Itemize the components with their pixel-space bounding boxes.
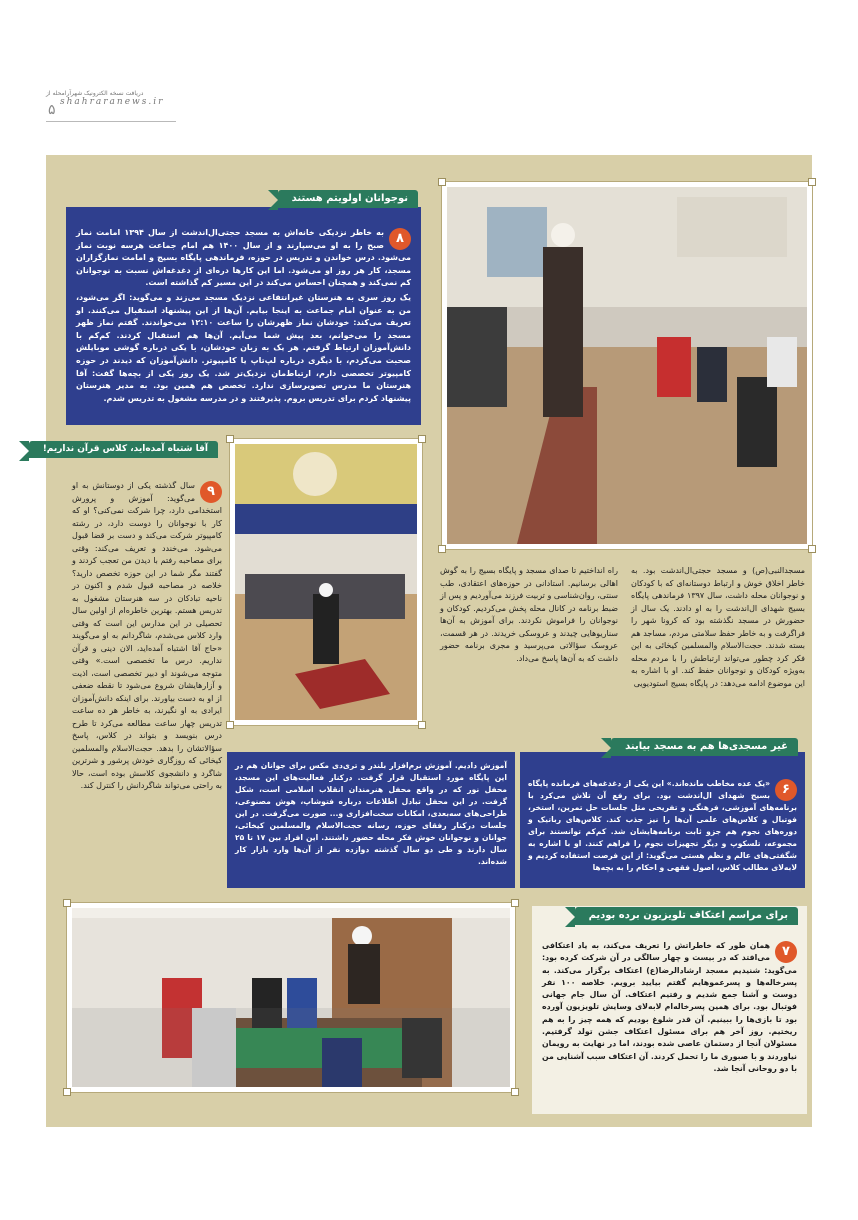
- frame-corner: [63, 1088, 71, 1096]
- section-7-box: [532, 906, 807, 1114]
- frame-corner: [511, 1088, 519, 1096]
- section-6-text: «یک عده مخاطب مانده‌اند.» این یکی از دغدغه‌های فرمانده پایگاه بسیج شهدای ال‌اندشت بود. برای رفع آن تلاش می‌کرد با برنامه‌های آموزشی، فرهنگی و تفریحی مثل جلسات حل تمرین، استخر، فوتبال و کلاس‌های علمی آن‌ها را نیز جذب کند. کلاس‌های رباتیک و دوره‌های نجوم هم جزو ثابت برنامه‌هایشان شد. کم‌کم توانستند برای مجموعه، تلسکوپ و دیگر تجهیزات نجوم را فراهم کنند. او با اشاره به شگفتی‌های عالم و نظم هستی می‌گوید: از این فرصت استفاده کردیم و لابه‌لای مطالب کلاس، اصول فقهی و احکام را به بچه‌ها: [528, 779, 797, 872]
- section-8-paragraph-2: یک روز سری به هنرستان غیرانتفاعی نزدیک مسجد می‌زند و می‌گوید: اگر می‌شود، من به عنوان امام جماعت به اینجا بیایم. آن‌ها از این پیشنهاد استقبال می‌کنند. او تعریف می‌کند: خودشان نماز ظهرشان را ساعت ۱۲:۱۰ می‌خواندند. گفتم نماز ظهر مسجد را می‌خوانم، بعد پیش شما می‌آیم. آن‌ها هم استقبال کردند. کم‌کم با دانش‌آموزان ارتباط گرفتم. هر یک به زبان خودشان، با یکی درباره گوشی موبایلش صحبت می‌کردم، با دیگری درباره لپ‌تاپ یا کامپیوتر. دانش‌آموزان که دیدند در حوزه کامپیوتر تخصصی دارم، ارتباط‌مان نزدیک‌تر شد. یک روز یکی از بچه‌ها گفت: آقا هنرستان ما مدرس تصویرسازی ندارد. تخصص هم همین بود. به مدیر هنرستان پیشنهاد کردم برای تدریس بروم. پذیرفتند و در مدرسه مشغول به تدریس شدم.: [76, 292, 412, 403]
- frame-corner: [63, 899, 71, 907]
- section-6-title: غیر مسجدی‌ها هم به مسجد بیایند: [611, 738, 798, 756]
- section-9-text: سال گذشته یکی از دوستانش به او می‌گوید: آموزش و پرورش استخدامی دارد، چرا شرکت نمی‌کنی؟ او که کار با نوجوانان را دوست دارد، در رشته کامپیوتر شرکت می‌کند و دست بر قضا قبول می‌شود. می‌خندد و تعریف می‌کند: وقتی برای مصاحبه رفتم با دیدن من تعجب کردند و گفتند مگر شما در این حوزه تخصص دارید؟ خلاصه در مصاحبه قبول شدم و اکنون در ناحیه تبادکان در سه هنرستان مشغول به تدریس هستم. بهترین خاطره‌ام از اولین سال تحصیلی در این مدارس این است که وقتی وارد کلاس می‌شدم، شاگردانم به او می‌گویند «حاج آقا اشتباه آمده‌اید، الان دینی و قرآن نداریم. درس ما تخصصی است.» وقتی متوجه می‌شوند او دبیر تخصصی است، اذیت و آزارهایشان شروع می‌شود تا نقطه ضعفی از او به دست بیاورند. برای اینکه دانش‌آموزان ایرادی به او نگیرند، به خاطر هر ده ساعت تدریس چهار ساعت مطالعه می‌کرد تا طرح درس بنویسد و بتواند در کلاس، پاسخ سؤالاتشان را بدهد. حجت‌الاسلام والمسلمین کیخائی که روزگاری خودش پرشور و شرترین شاگرد و دانشجوی کلاسش بوده است، حالا به راحتی می‌تواند شاگردانش را کنترل کند.: [72, 481, 222, 790]
- frame-corner: [418, 435, 426, 443]
- header-line: دریافت نسخه الکترونیک شهرآرامحله از: [46, 90, 144, 97]
- section-9-title: آقا شتباه آمده‌اید، کلاس قرآن نداریم!: [29, 441, 218, 458]
- photo-mosque-class: [447, 187, 807, 544]
- frame-corner: [418, 721, 426, 729]
- frame-corner: [808, 178, 816, 186]
- section-6-number: ۶: [775, 779, 797, 801]
- continuation-text: آموزش دادیم. آموزش نرم‌افزار بلندر و تری‌دی مکس برای جوانان هم در این پایگاه مورد استقبال قرار گرفت. درکنار فعالیت‌های این مسجد، محفل نور که در واقع محفل هنرمندان انقلاب اسلامی است، شکل گرفت. در این محفل تبادل اطلاعات درباره فتوشاپ، هوش مصنوعی، طراحی‌های سه‌بعدی، امکانات سخت‌افزاری و... صورت می‌گرفت. در این جلسات درکنار رفقای حوزه، رسانه حجت‌الاسلام والمسلمین کیخائی، جوانان و نوجوانان خوش فکر محله حضور داشتند. این افراد بین ۱۷ تا ۲۵ سال دارند و طی دو سال گذشته دوازده نفر از آن‌ها وارد بازار کار شده‌اند.: [235, 761, 507, 866]
- photo-mosque-class-frame: [441, 181, 813, 550]
- middle-left-column: راه انداختیم تا صدای مسجد و پایگاه بسیج را به گوش اهالی برسانیم. استادانی در حوزه‌های اعتقادی، طب سنتی، روان‌شناسی و تربیت فرزند می‌آوردیم و پس از ضبط برنامه در کانال محله پخش می‌کردیم. کودکان و نوجوانان را فراموش نکردند. برای آموزش به آن‌ها سناریوهایی چیدند و عروسکی خریدند. در هر قسمت، عروسک سؤالاتی می‌پرسید و مجری برنامه حضور داشت که به آن‌ها پاسخ می‌داد.: [440, 566, 618, 663]
- photo-foosball: [72, 908, 510, 1087]
- section-7-text: همان طور که خاطراتش را تعریف می‌کند، به یاد اعتکافی می‌افتد که در بیست و چهار سالگی در آن شرکت کرده بود: می‌گوید: شنیدیم مسجد ارشادالرضا(ع) اعتکاف برگزار می‌کند. به پسرخاله‌ها و پسرعموهایم گفتم بیایید برویم. خلاصه ۱۰۰ نفر دوست و آشنا جمع شدیم و رفتیم اعتکاف. آن سال جام جهانی فوتبال بود. برای همین پسرخاله‌ام لابه‌لای وسایش تلویزیون آورده بود تا بازی‌ها را ببینیم. آن قدر شلوغ بودیم که همه چیز را به هم ریختیم. روز آخر هم برای مسئول اعتکاف جشن تولد گرفتیم. مسئولان آنجا از دستمان عاصی شده بودند، اما در نهایت به رویمان نیاوردند و با صبوری ما را تحمل کردند. آن اعتکاف سبب آشنایی من با دو روحانی آنجا شد.: [542, 941, 797, 1073]
- photo-prayer-frame: [229, 438, 423, 726]
- section-8-number: ۸: [389, 228, 411, 250]
- section-8-title: نوجوانان اولویتم هستند: [278, 190, 418, 208]
- header-site[interactable]: shahraranews.ir: [60, 97, 165, 107]
- section-6-box: [520, 752, 805, 888]
- continuation-box: [227, 752, 515, 888]
- section-8-box: [66, 207, 421, 425]
- page-number: ۵: [48, 102, 56, 118]
- photo-foosball-frame: [66, 902, 516, 1093]
- photo-prayer: [235, 444, 417, 720]
- frame-corner: [438, 545, 446, 553]
- section-7-number: ۷: [775, 941, 797, 963]
- frame-corner: [226, 721, 234, 729]
- header-brand: [46, 90, 186, 107]
- header-divider: [46, 121, 176, 122]
- frame-corner: [226, 435, 234, 443]
- section-9-text-column: [72, 480, 222, 890]
- frame-corner: [511, 899, 519, 907]
- section-8-paragraph-1: به خاطر نزدیکی خانه‌اش به مسجد حجتی‌ال‌اندشت از سال ۱۳۹۴ امامت نماز صبح را به او می‌سپارند و از سال ۱۴۰۰ هم امام جماعت هرسه نوبت نماز می‌شود. درس خواندن و تدریس در حوزه، فرماندهی پایگاه بسیج و امامت نمازگزاران مسجد، کار هر روز او می‌شود. اما این کارها دره‌ای از دغدغه‌اش نسبت به نوجوانان کم نمی‌کند و همچنان احساس می‌کند در این مسیر کم گذاشته است.: [76, 228, 411, 288]
- section-9-number: ۹: [200, 481, 222, 503]
- middle-right-column: مسجدالنبی(ص) و مسجد حجتی‌ال‌اندشت بود. به خاطر اخلاق خوش و ارتباط دوستانه‌ای که با کودکان و نوجوانان محله داشت، سال ۱۳۹۷ فرماندهی پایگاه بسیج شهدای ال‌اندشت را به او دادند. یک سال از حضورش در مسجد نگذشته بود که کرونا شهر را فراگرفت و به خاطر حفظ سلامتی مردم، مساجد هم بسته شدند. حجت‌الاسلام والمسلمین کیخائی به این فکر کرد چطور می‌تواند ارتباطش را با مردم محله به‌ویژه کودکان و نوجوانان حفظ کند. او با اشاره به این موضوع ادامه می‌دهد: در پایگاه بسیج استودیویی: [631, 566, 806, 688]
- frame-corner: [438, 178, 446, 186]
- frame-corner: [808, 545, 816, 553]
- section-7-title: برای مراسم اعتکاف تلویزیون برده بودیم: [575, 907, 798, 925]
